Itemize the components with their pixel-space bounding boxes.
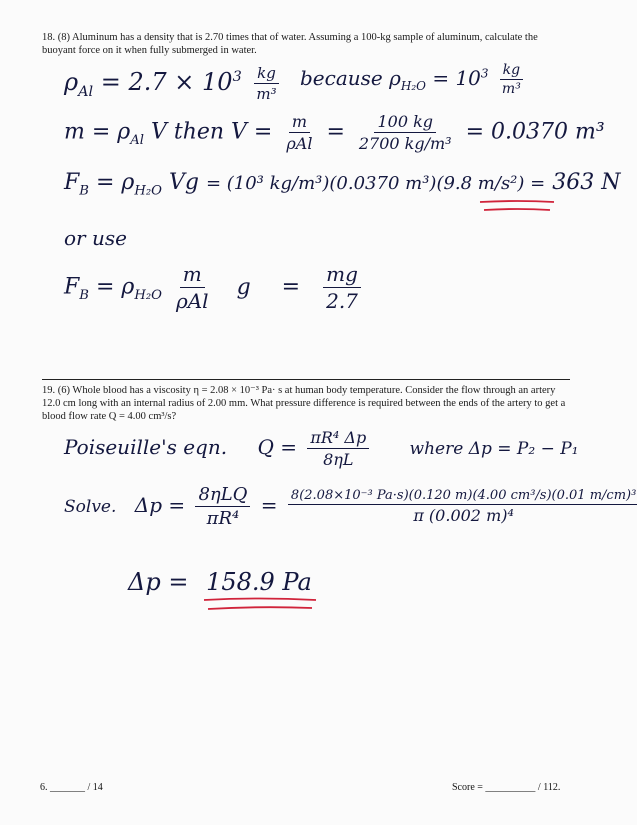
problem-18-text: 18. (8) Aluminum has a density that is 2.70 times that of water. Assuming a 100-kg sample of aluminum, calculate the buoyant force on it when fully submerged in water. xyxy=(42,32,538,56)
answer-158-9-pa: 158.9 Pa xyxy=(206,568,312,596)
total-score: Score = __________ / 112. xyxy=(452,782,561,793)
or-use-label: or use xyxy=(64,226,127,250)
answer-line-19: Δp = 158.9 Pa xyxy=(128,568,312,596)
answer-363N: 363 N xyxy=(552,170,621,195)
solve-line: Solve. Δp = $\frac{\text{8ηLQ}}{\text{πR⁴}}$ = $\frac{\text{8(2.08×10⁻³ Pa·s)(0.120 m)(4.00 cm³/s)(0.01 m/cm)³}}{\text{π (0.002 m)⁴}}$ xyxy=(64,484,637,529)
page-score-left: 6. _______ / 14 xyxy=(40,782,103,793)
answer-underline-18 xyxy=(478,198,558,214)
problem-19-text: 19. (6) Whole blood has a viscosity η = 2.08 × 10⁻³ Pa· s at human body temperature. Consider the flow through an artery 12.0 cm long with an internal radius of 2.00 mm. What pressure difference is required between the ends of the artery to get a blood flow rate Q = 4.00 cm³/s? xyxy=(42,385,566,422)
section-divider xyxy=(42,379,570,380)
answer-underline-19 xyxy=(200,596,320,614)
buoyant-force-line: $F_B = \rho_{H_2O}$ Vg = (10³ kg/m³)(0.0370 m³)(9.8 m/s²) = 363 N xyxy=(64,170,621,199)
volume-line: $m = \rho_{Al}$ V then V = $\frac{m}{\text{ρAl}}$ = $\frac{100 kg}{\text{2700 kg/m³}}$ = 0.0370 m³ xyxy=(64,112,605,153)
because-line: because $\rho_{H_2O} = 10^3$ $\frac{kg}{\text{m³}}$ xyxy=(300,62,528,97)
rho-al-line: $\rho_{Al} = 2.7 \times 10^3$ $\frac{kg}{\text{m³}}$ xyxy=(64,64,284,103)
poiseuille-line: Poiseuille's eqn. Q = $\frac{\text{πR⁴ Δp}}{8\eta L}$ where Δp = P₂ − P₁ xyxy=(64,428,579,469)
alt-formula-line: $F_B = \rho_{H_2O}$ $\frac{m}{\text{ρAl}}$ g = $\frac{mg}{2.7}$ xyxy=(64,262,365,313)
